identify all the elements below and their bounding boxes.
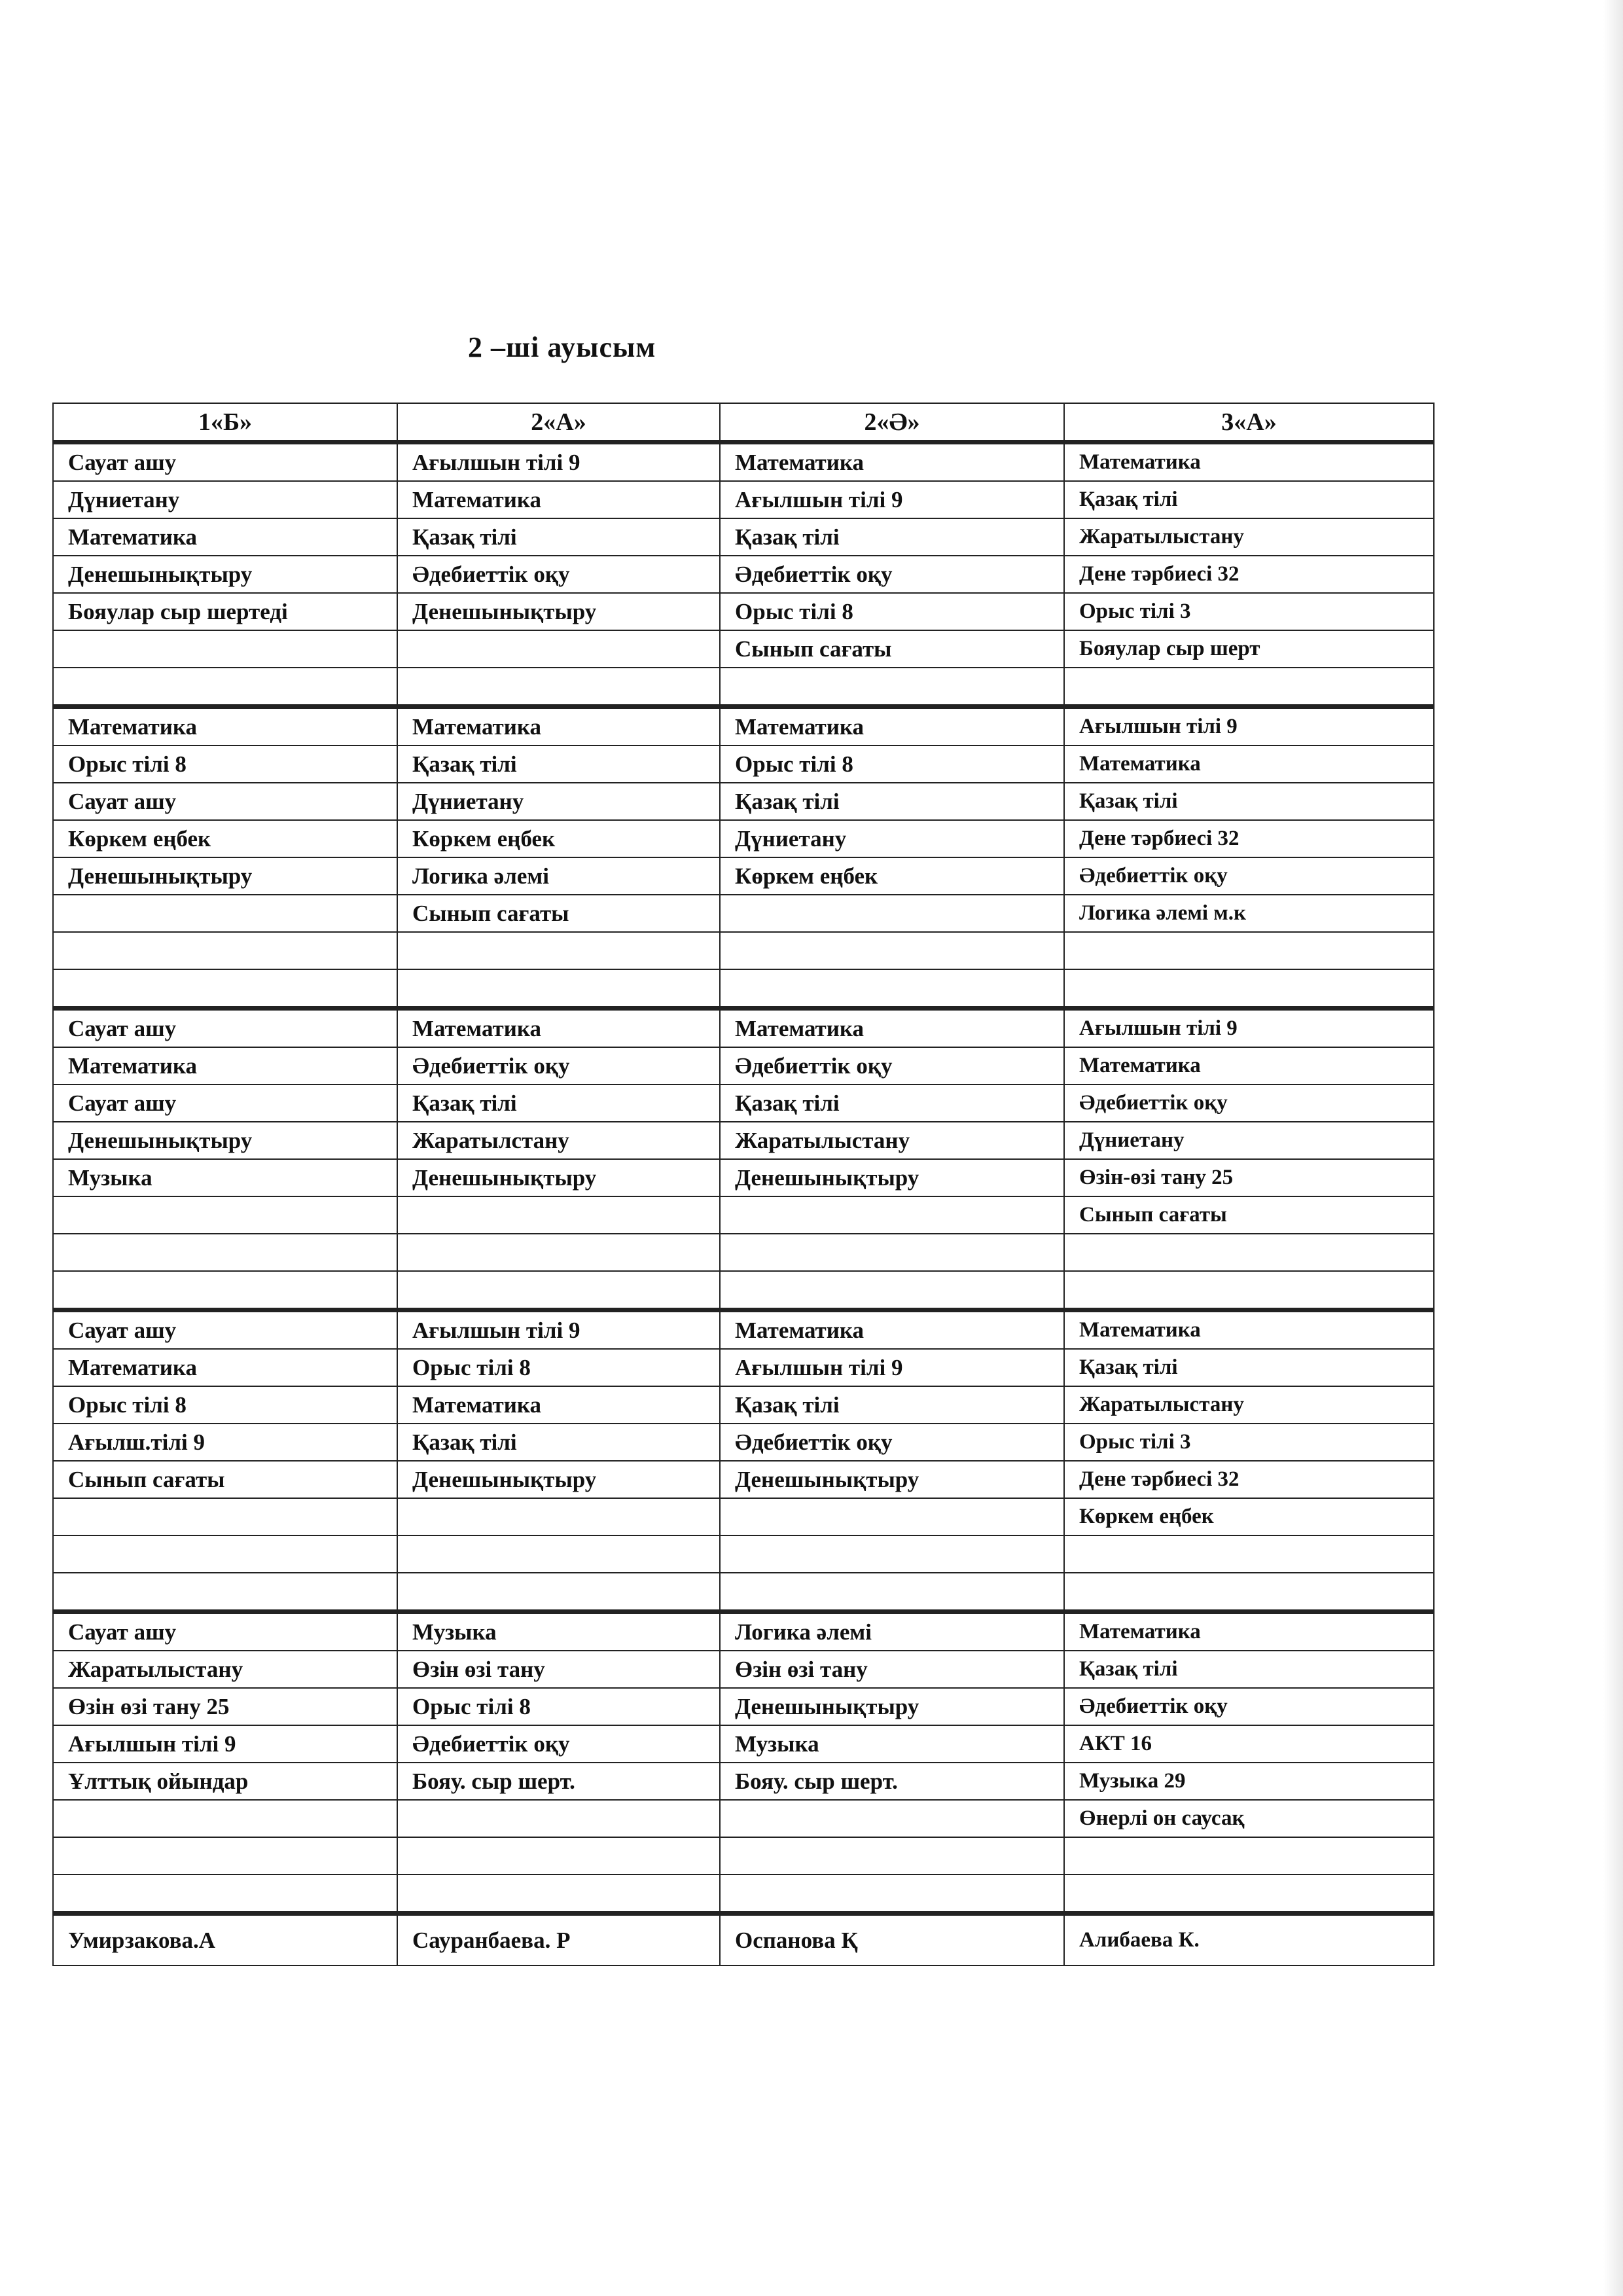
scan-page-edge bbox=[1603, 0, 1623, 2296]
lesson-cell: Орыс тілі 8 bbox=[720, 745, 1064, 783]
lesson-cell: Жаратылыстану bbox=[1064, 1386, 1434, 1424]
lesson-cell: Сынып сағаты bbox=[53, 1461, 397, 1498]
lesson-row bbox=[53, 1424, 1434, 1461]
lesson-cell: Қазақ тілі bbox=[720, 1386, 1064, 1424]
lesson-cell: Қазақ тілі bbox=[397, 1085, 720, 1122]
lesson-cell: Музыка bbox=[53, 1159, 397, 1196]
lesson-cell: Ағылшын тілі 9 bbox=[1064, 707, 1434, 746]
lesson-cell bbox=[53, 1234, 397, 1271]
lesson-cell bbox=[397, 1800, 720, 1837]
lesson-cell bbox=[397, 1498, 720, 1535]
lesson-cell: Орыс тілі 8 bbox=[53, 745, 397, 783]
lesson-cell: Сынып сағаты bbox=[397, 895, 720, 932]
lesson-cell: Жаратылыстану bbox=[720, 1122, 1064, 1159]
lesson-row bbox=[53, 1498, 1434, 1535]
lesson-cell bbox=[397, 630, 720, 668]
lesson-cell: Көркем еңбек bbox=[720, 857, 1064, 895]
lesson-cell: Музыка bbox=[720, 1725, 1064, 1763]
lesson-cell bbox=[397, 1573, 720, 1612]
lesson-row bbox=[53, 932, 1434, 969]
lesson-cell bbox=[53, 1196, 397, 1234]
lesson-cell: Бояу. сыр шерт. bbox=[720, 1763, 1064, 1800]
lesson-cell bbox=[397, 1196, 720, 1234]
lesson-row bbox=[53, 1310, 1434, 1350]
lesson-row bbox=[53, 1047, 1434, 1085]
lesson-cell bbox=[720, 1874, 1064, 1914]
lesson-cell bbox=[397, 1271, 720, 1310]
lesson-cell: Денешынықтыру bbox=[720, 1159, 1064, 1196]
lesson-row bbox=[53, 1085, 1434, 1122]
lesson-cell: Математика bbox=[397, 1386, 720, 1424]
lesson-cell: Логика әлемі м.к bbox=[1064, 895, 1434, 932]
lesson-cell bbox=[53, 1535, 397, 1573]
lesson-row bbox=[53, 1461, 1434, 1498]
lesson-row bbox=[53, 1651, 1434, 1688]
lesson-cell: Ағылшын тілі 9 bbox=[1064, 1009, 1434, 1048]
lesson-cell bbox=[397, 1234, 720, 1271]
lesson-cell: Денешынықтыру bbox=[53, 1122, 397, 1159]
lesson-row bbox=[53, 895, 1434, 932]
timetable-body bbox=[53, 442, 1434, 1966]
lesson-cell bbox=[1064, 1837, 1434, 1874]
lesson-cell: Сынып сағаты bbox=[1064, 1196, 1434, 1234]
lesson-cell: Математика bbox=[720, 442, 1064, 482]
lesson-cell: Әдебиеттік оқу bbox=[397, 1725, 720, 1763]
lesson-cell bbox=[720, 1498, 1064, 1535]
lesson-cell bbox=[53, 1874, 397, 1914]
lesson-cell: Жаратылыстану bbox=[1064, 518, 1434, 556]
lesson-cell: Әдебиеттік оқу bbox=[720, 556, 1064, 593]
lesson-cell: Дүниетану bbox=[397, 783, 720, 820]
lesson-cell: Математика bbox=[53, 707, 397, 746]
lesson-cell: Бояулар сыр шертеді bbox=[53, 593, 397, 630]
lesson-cell: Қазақ тілі bbox=[397, 1424, 720, 1461]
lesson-cell bbox=[1064, 1234, 1434, 1271]
lesson-row bbox=[53, 1612, 1434, 1651]
timetable bbox=[52, 403, 1435, 1966]
lesson-cell: Жаратылстану bbox=[397, 1122, 720, 1159]
class-header: 2«А» bbox=[397, 403, 720, 442]
lesson-row bbox=[53, 820, 1434, 857]
lesson-cell bbox=[720, 895, 1064, 932]
class-header: 2«Ә» bbox=[720, 403, 1064, 442]
lesson-cell: Математика bbox=[1064, 745, 1434, 783]
lesson-cell: Логика әлемі bbox=[397, 857, 720, 895]
lesson-cell: Қазақ тілі bbox=[397, 745, 720, 783]
lesson-cell: Ағылшын тілі 9 bbox=[720, 481, 1064, 518]
lesson-cell: Қазақ тілі bbox=[397, 518, 720, 556]
lesson-cell: Музыка bbox=[397, 1612, 720, 1651]
lesson-cell bbox=[720, 1837, 1064, 1874]
lesson-cell bbox=[720, 932, 1064, 969]
lesson-cell: Әдебиеттік оқу bbox=[1064, 857, 1434, 895]
lesson-row bbox=[53, 1837, 1434, 1874]
lesson-cell: Денешынықтыру bbox=[53, 556, 397, 593]
lesson-cell bbox=[720, 969, 1064, 1009]
lesson-cell: Дене тәрбиесі 32 bbox=[1064, 556, 1434, 593]
lesson-cell bbox=[53, 969, 397, 1009]
lesson-cell: Денешынықтыру bbox=[397, 1159, 720, 1196]
lesson-cell: Дүниетану bbox=[720, 820, 1064, 857]
lesson-cell: Көркем еңбек bbox=[397, 820, 720, 857]
lesson-cell: Денешынықтыру bbox=[720, 1688, 1064, 1725]
lesson-cell bbox=[397, 932, 720, 969]
lesson-cell bbox=[1064, 969, 1434, 1009]
lesson-row bbox=[53, 707, 1434, 746]
lesson-cell: Математика bbox=[397, 481, 720, 518]
lesson-cell: Логика әлемі bbox=[720, 1612, 1064, 1651]
lesson-cell: Жаратылыстану bbox=[53, 1651, 397, 1688]
lesson-cell: Сауат ашу bbox=[53, 1612, 397, 1651]
lesson-cell: Ағылшын тілі 9 bbox=[397, 442, 720, 482]
lesson-row bbox=[53, 1196, 1434, 1234]
lesson-cell: Музыка 29 bbox=[1064, 1763, 1434, 1800]
lesson-cell: Математика bbox=[720, 707, 1064, 746]
lesson-cell bbox=[53, 932, 397, 969]
lesson-cell bbox=[1064, 668, 1434, 707]
lesson-cell: Өзін өзі тану 25 bbox=[53, 1688, 397, 1725]
lesson-cell: Математика bbox=[720, 1009, 1064, 1048]
lesson-cell bbox=[397, 969, 720, 1009]
lesson-cell bbox=[53, 895, 397, 932]
lesson-cell bbox=[720, 668, 1064, 707]
lesson-cell: Дене тәрбиесі 32 bbox=[1064, 820, 1434, 857]
lesson-cell: Бояу. сыр шерт. bbox=[397, 1763, 720, 1800]
page-title: 2 –ші ауысым bbox=[468, 331, 656, 363]
class-header: 3«А» bbox=[1064, 403, 1434, 442]
lesson-row bbox=[53, 668, 1434, 707]
lesson-cell bbox=[397, 1874, 720, 1914]
lesson-cell bbox=[1064, 1271, 1434, 1310]
lesson-cell bbox=[720, 1196, 1064, 1234]
lesson-cell: Өзін өзі тану bbox=[720, 1651, 1064, 1688]
class-header: 1«Б» bbox=[53, 403, 397, 442]
lesson-cell: Әдебиеттік оқу bbox=[397, 1047, 720, 1085]
lesson-cell: Орыс тілі 3 bbox=[1064, 593, 1434, 630]
lesson-cell: Математика bbox=[1064, 442, 1434, 482]
lesson-cell bbox=[53, 1837, 397, 1874]
lesson-cell: Математика bbox=[1064, 1047, 1434, 1085]
lesson-cell: Қазақ тілі bbox=[1064, 1651, 1434, 1688]
teacher-name: Умирзакова.А bbox=[53, 1914, 397, 1966]
lesson-cell: Сауат ашу bbox=[53, 1310, 397, 1350]
lesson-row bbox=[53, 1573, 1434, 1612]
lesson-row bbox=[53, 1800, 1434, 1837]
teacher-name: Оспанова Қ bbox=[720, 1914, 1064, 1966]
lesson-row bbox=[53, 1874, 1434, 1914]
lesson-row bbox=[53, 857, 1434, 895]
lesson-cell bbox=[720, 1535, 1064, 1573]
lesson-cell: Ағылшын тілі 9 bbox=[53, 1725, 397, 1763]
lesson-cell bbox=[397, 668, 720, 707]
lesson-cell: Әдебиеттік оқу bbox=[397, 556, 720, 593]
lesson-cell: Өзін өзі тану bbox=[397, 1651, 720, 1688]
teacher-name: Алибаева К. bbox=[1064, 1914, 1434, 1966]
lesson-row bbox=[53, 1271, 1434, 1310]
lesson-cell: АКТ 16 bbox=[1064, 1725, 1434, 1763]
lesson-row bbox=[53, 1763, 1434, 1800]
lesson-row bbox=[53, 745, 1434, 783]
lesson-row bbox=[53, 556, 1434, 593]
lesson-cell bbox=[53, 1498, 397, 1535]
lesson-row bbox=[53, 630, 1434, 668]
lesson-cell bbox=[1064, 1874, 1434, 1914]
lesson-row bbox=[53, 969, 1434, 1009]
lesson-cell: Көркем еңбек bbox=[1064, 1498, 1434, 1535]
lesson-cell: Әдебиеттік оқу bbox=[720, 1047, 1064, 1085]
lesson-cell bbox=[397, 1535, 720, 1573]
lesson-row bbox=[53, 783, 1434, 820]
lesson-cell: Орыс тілі 8 bbox=[397, 1688, 720, 1725]
lesson-cell bbox=[53, 1271, 397, 1310]
lesson-row bbox=[53, 518, 1434, 556]
lesson-cell: Қазақ тілі bbox=[720, 783, 1064, 820]
lesson-cell: Дүниетану bbox=[1064, 1122, 1434, 1159]
lesson-cell: Өзін-өзі тану 25 bbox=[1064, 1159, 1434, 1196]
lesson-cell: Математика bbox=[53, 1047, 397, 1085]
lesson-cell: Әдебиеттік оқу bbox=[1064, 1085, 1434, 1122]
lesson-cell: Қазақ тілі bbox=[1064, 481, 1434, 518]
lesson-row bbox=[53, 593, 1434, 630]
lesson-cell: Орыс тілі 3 bbox=[1064, 1424, 1434, 1461]
lesson-cell: Сынып сағаты bbox=[720, 630, 1064, 668]
lesson-cell: Денешынықтыру bbox=[397, 1461, 720, 1498]
lesson-cell: Қазақ тілі bbox=[720, 518, 1064, 556]
lesson-cell: Өнерлі он саусақ bbox=[1064, 1800, 1434, 1837]
lesson-cell: Денешынықтыру bbox=[720, 1461, 1064, 1498]
lesson-cell: Денешынықтыру bbox=[53, 857, 397, 895]
lesson-cell: Сауат ашу bbox=[53, 1009, 397, 1048]
lesson-cell: Қазақ тілі bbox=[720, 1085, 1064, 1122]
lesson-row bbox=[53, 1159, 1434, 1196]
lesson-cell: Дене тәрбиесі 32 bbox=[1064, 1461, 1434, 1498]
lesson-cell: Бояулар сыр шерт bbox=[1064, 630, 1434, 668]
lesson-cell bbox=[720, 1271, 1064, 1310]
lesson-row bbox=[53, 1688, 1434, 1725]
lesson-cell: Математика bbox=[53, 518, 397, 556]
lesson-cell: Математика bbox=[397, 1009, 720, 1048]
lesson-cell: Әдебиеттік оқу bbox=[1064, 1688, 1434, 1725]
lesson-row bbox=[53, 442, 1434, 482]
lesson-row bbox=[53, 1234, 1434, 1271]
lesson-cell: Әдебиеттік оқу bbox=[720, 1424, 1064, 1461]
lesson-cell: Дүниетану bbox=[53, 481, 397, 518]
lesson-cell: Орыс тілі 8 bbox=[53, 1386, 397, 1424]
lesson-cell: Қазақ тілі bbox=[1064, 1349, 1434, 1386]
lesson-cell: Математика bbox=[53, 1349, 397, 1386]
lesson-row bbox=[53, 1122, 1434, 1159]
lesson-cell: Математика bbox=[1064, 1612, 1434, 1651]
lesson-row bbox=[53, 1009, 1434, 1048]
lesson-row bbox=[53, 1535, 1434, 1573]
lesson-cell: Ұлттық ойындар bbox=[53, 1763, 397, 1800]
lesson-cell bbox=[720, 1800, 1064, 1837]
lesson-cell: Ағылшын тілі 9 bbox=[720, 1349, 1064, 1386]
lesson-cell bbox=[1064, 1573, 1434, 1612]
lesson-cell: Сауат ашу bbox=[53, 442, 397, 482]
lesson-cell: Математика bbox=[1064, 1310, 1434, 1350]
lesson-cell bbox=[1064, 932, 1434, 969]
lesson-cell: Денешынықтыру bbox=[397, 593, 720, 630]
lesson-cell: Көркем еңбек bbox=[53, 820, 397, 857]
lesson-cell bbox=[53, 1573, 397, 1612]
lesson-cell: Сауат ашу bbox=[53, 1085, 397, 1122]
teacher-name: Сауранбаева. Р bbox=[397, 1914, 720, 1966]
lesson-row bbox=[53, 1349, 1434, 1386]
lesson-cell: Сауат ашу bbox=[53, 783, 397, 820]
lesson-row bbox=[53, 481, 1434, 518]
lesson-cell: Орыс тілі 8 bbox=[397, 1349, 720, 1386]
lesson-cell: Орыс тілі 8 bbox=[720, 593, 1064, 630]
lesson-cell bbox=[1064, 1535, 1434, 1573]
lesson-cell bbox=[397, 1837, 720, 1874]
header-row bbox=[53, 403, 1434, 442]
lesson-cell bbox=[720, 1234, 1064, 1271]
lesson-cell: Ағылш.тілі 9 bbox=[53, 1424, 397, 1461]
teachers-row bbox=[53, 1914, 1434, 1966]
lesson-row bbox=[53, 1386, 1434, 1424]
lesson-cell: Ағылшын тілі 9 bbox=[397, 1310, 720, 1350]
lesson-cell bbox=[53, 630, 397, 668]
lesson-cell: Математика bbox=[720, 1310, 1064, 1350]
lesson-cell bbox=[53, 668, 397, 707]
lesson-cell: Қазақ тілі bbox=[1064, 783, 1434, 820]
lesson-cell bbox=[720, 1573, 1064, 1612]
lesson-cell bbox=[53, 1800, 397, 1837]
lesson-row bbox=[53, 1725, 1434, 1763]
lesson-cell: Математика bbox=[397, 707, 720, 746]
